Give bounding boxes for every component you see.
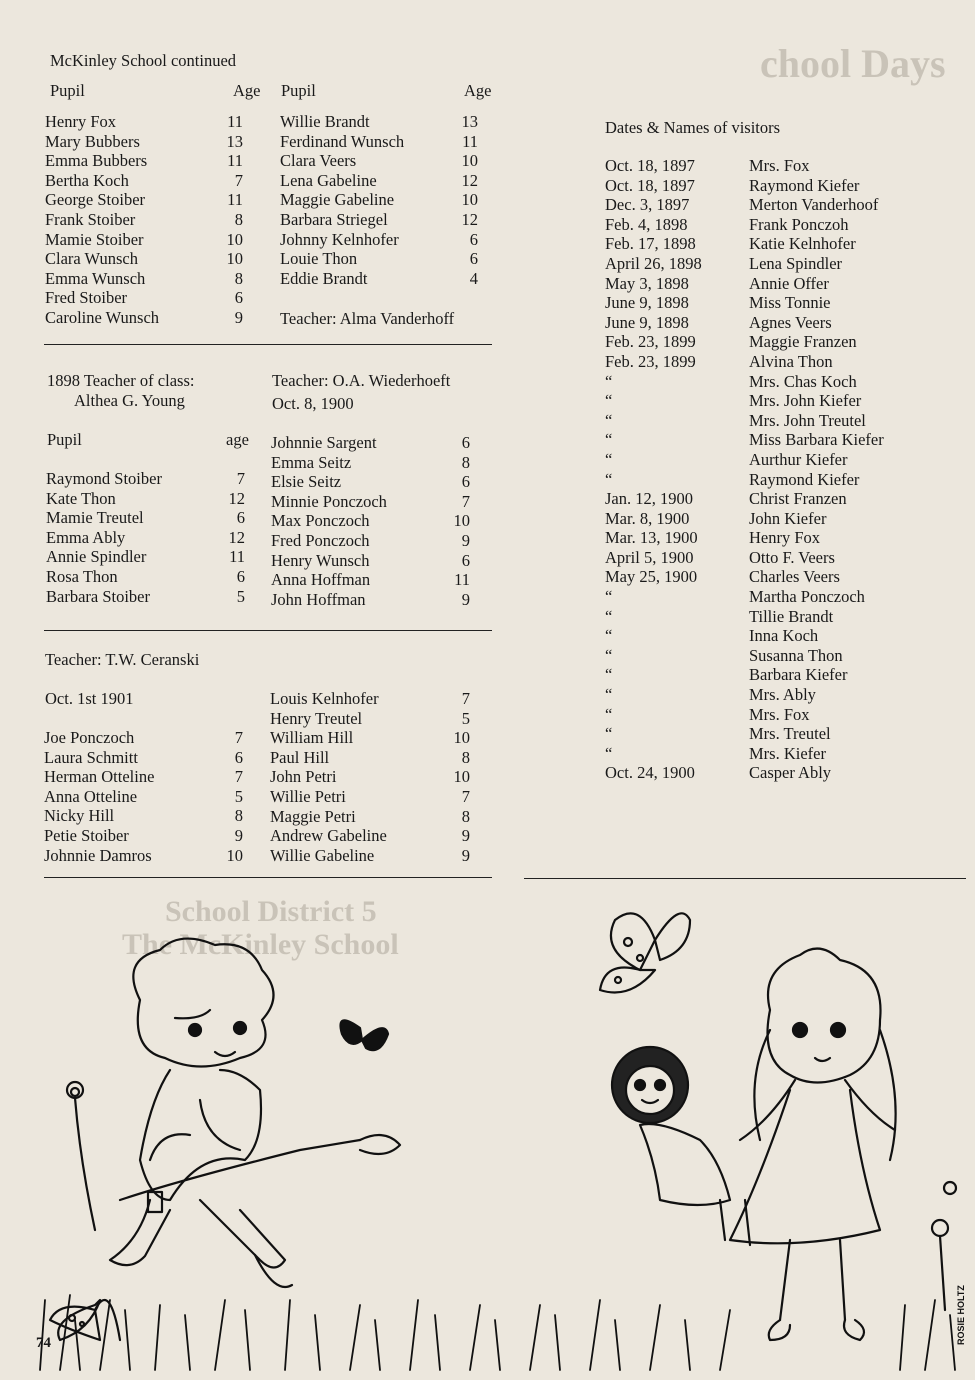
visitor-name: Martha Ponczoch xyxy=(749,587,865,607)
pupil-name: Max Ponczoch xyxy=(271,511,370,531)
visitor-date: May 3, 1898 xyxy=(605,273,689,293)
visitor-name: Mrs. John Treutel xyxy=(749,410,866,430)
pupil-name: Herman Otteline xyxy=(44,767,155,787)
butterfly-icon xyxy=(340,1020,388,1050)
visitor-name: Agnes Veers xyxy=(749,312,832,332)
pupil-name: Minnie Ponczoch xyxy=(271,491,387,511)
s2-right-date: Oct. 8, 1900 xyxy=(272,394,354,413)
visitor-date: “ xyxy=(605,410,613,430)
pupil-name: Fred Stoiber xyxy=(45,288,128,308)
pupil-age: 6 xyxy=(469,229,478,249)
pupil-name: William Hill xyxy=(270,728,354,748)
s3-date: Oct. 1st 1901 xyxy=(45,689,134,708)
pupil-age: 13 xyxy=(461,112,478,131)
visitor-date: Oct. 18, 1897 xyxy=(605,175,695,195)
visitor-name: Miss Tonnie xyxy=(749,293,831,313)
visitor-date: “ xyxy=(605,430,613,450)
pupil-name: John Hoffman xyxy=(271,589,366,609)
pupil-name: Anna Hoffman xyxy=(271,570,371,590)
girl-drawing xyxy=(730,949,896,1340)
pupil-name: Emma Bubbers xyxy=(45,151,148,171)
pupil-name: Petie Stoiber xyxy=(44,825,129,845)
visitor-name: Mrs. Kiefer xyxy=(749,743,826,763)
visitor-date: Feb. 17, 1898 xyxy=(605,234,696,254)
pupil-age: 6 xyxy=(461,550,470,570)
s3-col1-names xyxy=(44,728,154,865)
visitor-name: Mrs. Ably xyxy=(749,685,816,705)
pupil-name: Barbara Striegel xyxy=(280,209,388,229)
visitor-name: Mrs. Treutel xyxy=(749,724,831,744)
pupil-name: Henry Fox xyxy=(45,112,117,131)
s3-col2-ages xyxy=(439,689,470,865)
visitor-name: Mrs. Fox xyxy=(749,156,810,175)
s3-col1-ages xyxy=(212,728,243,865)
visitor-date: May 25, 1900 xyxy=(605,567,698,587)
pupil-name: Nicky Hill xyxy=(44,806,115,826)
visitor-date: “ xyxy=(605,724,613,744)
visitor-date: Feb. 23, 1899 xyxy=(605,332,696,352)
visitor-name: Mrs. Fox xyxy=(749,704,810,724)
pupil-age: 8 xyxy=(461,806,470,826)
pupil-name: Paul Hill xyxy=(270,747,330,767)
divider xyxy=(524,878,966,879)
visitor-name: Otto F. Veers xyxy=(749,547,835,567)
divider xyxy=(44,630,492,631)
s2-col2-ages xyxy=(439,433,470,609)
pupil-age: 7 xyxy=(234,767,243,787)
pupil-name: Louis Kelnhofer xyxy=(270,689,379,708)
visitor-dates xyxy=(605,156,702,783)
visitor-date: “ xyxy=(605,645,613,665)
pupil-name: Clara Wunsch xyxy=(45,249,138,269)
pupil-age: 9 xyxy=(461,530,470,550)
visitor-date: “ xyxy=(605,391,613,411)
pupil-name: Johnny Kelnhofer xyxy=(280,229,399,249)
s1-col2-age-header: Age xyxy=(464,81,492,100)
pupil-name: Willie Brandt xyxy=(280,112,370,131)
visitor-name: Katie Kelnhofer xyxy=(749,234,856,254)
pupil-age: 5 xyxy=(461,708,470,728)
pupil-age: 7 xyxy=(461,786,470,806)
pupil-name: Fred Ponczoch xyxy=(271,530,370,550)
pupil-age: 8 xyxy=(461,452,470,472)
pupil-name: Caroline Wunsch xyxy=(45,307,160,327)
pupil-age: 6 xyxy=(234,288,243,308)
pupil-name: Eddie Brandt xyxy=(280,268,368,288)
pupil-name: Andrew Gabeline xyxy=(270,826,387,846)
pupil-name: Clara Veers xyxy=(280,151,357,171)
pupil-name: Emma Wunsch xyxy=(45,268,146,288)
pupil-age: 12 xyxy=(228,488,245,508)
s1-teacher: Teacher: Alma Vanderhoff xyxy=(280,309,455,328)
pupil-age: 11 xyxy=(229,547,245,567)
pupil-age: 11 xyxy=(227,151,243,171)
visitor-name: Casper Ably xyxy=(749,763,832,783)
pupil-name: Henry Treutel xyxy=(270,708,363,728)
pupil-age: 7 xyxy=(234,170,243,190)
pupil-age: 9 xyxy=(461,589,470,609)
visitor-date: “ xyxy=(605,449,613,469)
visitor-date: “ xyxy=(605,587,613,607)
pupil-age: 8 xyxy=(234,806,243,826)
visitor-name: Tillie Brandt xyxy=(749,606,834,626)
pupil-age: 7 xyxy=(461,689,470,708)
visitor-date: April 26, 1898 xyxy=(605,253,702,273)
pupil-age: 12 xyxy=(461,209,478,229)
rag-doll-drawing xyxy=(612,1047,750,1245)
pupil-age: 12 xyxy=(228,527,245,547)
visitor-date: June 9, 1898 xyxy=(605,312,689,332)
visitor-date: “ xyxy=(605,371,613,391)
pupil-age: 6 xyxy=(236,508,245,528)
pupil-age: 12 xyxy=(461,170,478,190)
s2-right-teacher: Teacher: O.A. Wiederhoeft xyxy=(272,371,451,390)
pupil-name: Emma Ably xyxy=(46,527,126,547)
bleed-through-subtitle-2: The McKinley School xyxy=(122,928,399,961)
pupil-name: Kate Thon xyxy=(46,488,116,508)
pupil-name: Frank Stoiber xyxy=(45,209,136,229)
visitor-date: Feb. 4, 1898 xyxy=(605,214,688,234)
s1-col1-pupil-header: Pupil xyxy=(50,81,85,100)
pupil-age: 7 xyxy=(236,469,245,488)
pupil-name: Johnnie Damros xyxy=(44,845,152,865)
visitor-date: Mar. 8, 1900 xyxy=(605,508,690,528)
boy-drawing xyxy=(110,939,400,1287)
grass-drawing xyxy=(40,1295,955,1370)
visitor-name: John Kiefer xyxy=(749,508,827,528)
s1-col1-age-header: Age xyxy=(233,81,261,100)
pupil-name: Anna Otteline xyxy=(44,786,138,806)
visitor-name: Susanna Thon xyxy=(749,645,843,665)
pupil-age: 6 xyxy=(461,472,470,492)
s2-col2-names xyxy=(271,433,387,609)
visitor-name: Alvina Thon xyxy=(749,351,833,371)
pupil-name: Mary Bubbers xyxy=(45,131,140,151)
pupil-name: Raymond Stoiber xyxy=(46,469,162,488)
pupil-name: Joe Ponczoch xyxy=(44,728,135,747)
pupil-age: 8 xyxy=(234,209,243,229)
visitor-date: Mar. 13, 1900 xyxy=(605,528,698,548)
pupil-age: 11 xyxy=(462,131,478,151)
pupil-name: Willie Gabeline xyxy=(270,845,375,865)
pupil-age: 13 xyxy=(226,131,243,151)
s2-teacher-line2: Althea G. Young xyxy=(74,391,185,410)
pupil-age: 6 xyxy=(234,747,243,767)
visitor-date: “ xyxy=(605,685,613,705)
visitor-date: April 5, 1900 xyxy=(605,547,694,567)
pupil-age: 8 xyxy=(461,747,470,767)
visitor-date: “ xyxy=(605,743,613,763)
pupil-name: Maggie Gabeline xyxy=(280,190,395,210)
pupil-name: Laura Schmitt xyxy=(44,747,138,767)
s1-col2-names xyxy=(280,112,404,288)
visitor-name: Miss Barbara Kiefer xyxy=(749,430,884,450)
s2-teacher-line1: 1898 Teacher of class: xyxy=(47,371,195,390)
visitor-names xyxy=(749,156,884,783)
s2-age-label: age xyxy=(226,430,249,449)
pupil-age: 4 xyxy=(469,268,478,288)
visitor-date: June 9, 1898 xyxy=(605,293,689,313)
visitor-name: Frank Ponczoh xyxy=(749,214,849,234)
s2-pupil-label: Pupil xyxy=(47,430,82,449)
visitor-name: Christ Franzen xyxy=(749,489,847,509)
pupil-name: George Stoiber xyxy=(45,190,146,210)
pupil-age: 10 xyxy=(453,728,470,748)
pupil-name: Mamie Treutel xyxy=(46,508,144,528)
pupil-name: Bertha Koch xyxy=(45,170,129,190)
s1-col1-names xyxy=(45,112,159,328)
pupil-age: 9 xyxy=(461,845,470,865)
pupil-age: 10 xyxy=(453,767,470,787)
pupil-name: Louie Thon xyxy=(280,249,358,269)
visitor-date: Oct. 18, 1897 xyxy=(605,156,695,175)
artist-signature: ROSIE HOLTZ xyxy=(956,1285,966,1345)
page-number: 74 xyxy=(36,1335,51,1351)
bleed-through-subtitle-1: School District 5 xyxy=(165,895,377,928)
visitor-date: “ xyxy=(605,704,613,724)
pupil-age: 10 xyxy=(461,151,478,171)
visitor-date: Feb. 23, 1899 xyxy=(605,351,696,371)
pupil-age: 8 xyxy=(234,268,243,288)
pupil-name: Emma Seitz xyxy=(271,452,352,472)
pupil-age: 9 xyxy=(234,825,243,845)
pupil-name: Willie Petri xyxy=(270,786,346,806)
pupil-name: Johnnie Sargent xyxy=(271,433,377,452)
visitor-date: Dec. 3, 1897 xyxy=(605,195,690,215)
pupil-age: 7 xyxy=(234,728,243,747)
butterfly-icon xyxy=(600,913,690,992)
pupil-name: Ferdinand Wunsch xyxy=(280,131,405,151)
visitor-name: Raymond Kiefer xyxy=(749,469,860,489)
s1-col1-ages xyxy=(213,112,243,328)
divider xyxy=(44,344,492,345)
pupil-name: Barbara Stoiber xyxy=(46,586,151,606)
visitor-date: Jan. 12, 1900 xyxy=(605,489,693,509)
s3-teacher: Teacher: T.W. Ceranski xyxy=(45,650,200,669)
visitor-name: Maggie Franzen xyxy=(749,332,857,352)
pupil-name: Rosa Thon xyxy=(46,566,118,586)
visitor-name: Aurthur Kiefer xyxy=(749,449,848,469)
visitor-date: “ xyxy=(605,626,613,646)
pupil-age: 7 xyxy=(461,491,470,511)
pupil-age: 5 xyxy=(234,786,243,806)
pupil-age: 6 xyxy=(461,433,470,452)
pupil-age: 11 xyxy=(454,570,470,590)
visitor-date: Oct. 24, 1900 xyxy=(605,763,695,783)
pupil-name: John Petri xyxy=(270,767,337,787)
pupil-name: Henry Wunsch xyxy=(271,550,370,570)
divider xyxy=(44,877,492,878)
visitor-date: “ xyxy=(605,665,613,685)
flower-icon xyxy=(67,1082,956,1310)
visitor-name: Henry Fox xyxy=(749,528,821,548)
pupil-age: 10 xyxy=(226,229,243,249)
children-illustration xyxy=(0,900,975,1380)
s1-col2-ages xyxy=(447,112,478,288)
continued-heading: McKinley School continued xyxy=(50,51,237,70)
visitor-date: “ xyxy=(605,606,613,626)
pupil-age: 6 xyxy=(236,566,245,586)
pupil-name: Elsie Seitz xyxy=(271,472,342,492)
pupil-age: 10 xyxy=(226,845,243,865)
visitor-name: Lena Spindler xyxy=(749,253,843,273)
pupil-age: 5 xyxy=(236,586,245,606)
pupil-age: 10 xyxy=(461,190,478,210)
pupil-name: Maggie Petri xyxy=(270,806,356,826)
visitor-name: Charles Veers xyxy=(749,567,840,587)
pupil-age: 11 xyxy=(227,112,243,131)
visitor-name: Mrs. John Kiefer xyxy=(749,391,862,411)
pupil-name: Lena Gabeline xyxy=(280,170,377,190)
bleed-through-title: chool Days xyxy=(760,41,946,86)
visitor-name: Inna Koch xyxy=(749,626,819,646)
pupil-age: 9 xyxy=(461,826,470,846)
visitor-name: Mrs. Chas Koch xyxy=(749,371,857,391)
visitor-name: Annie Offer xyxy=(749,273,829,293)
pupil-age: 10 xyxy=(226,249,243,269)
pupil-age: 11 xyxy=(227,190,243,210)
visitor-name: Barbara Kiefer xyxy=(749,665,848,685)
s2-col1-names xyxy=(46,469,162,606)
s3-col2-names xyxy=(270,689,387,865)
visitors-title: Dates & Names of visitors xyxy=(605,118,781,137)
pupil-name: Mamie Stoiber xyxy=(45,229,144,249)
visitor-date: “ xyxy=(605,469,613,489)
visitor-name: Merton Vanderhoof xyxy=(749,195,879,215)
pupil-age: 6 xyxy=(469,249,478,269)
pupil-age: 9 xyxy=(234,307,243,327)
s1-col2-pupil-header: Pupil xyxy=(281,81,316,100)
pupil-name: Annie Spindler xyxy=(46,547,147,567)
visitor-name: Raymond Kiefer xyxy=(749,175,860,195)
s2-col1-ages xyxy=(214,469,245,606)
pupil-age: 10 xyxy=(453,511,470,531)
